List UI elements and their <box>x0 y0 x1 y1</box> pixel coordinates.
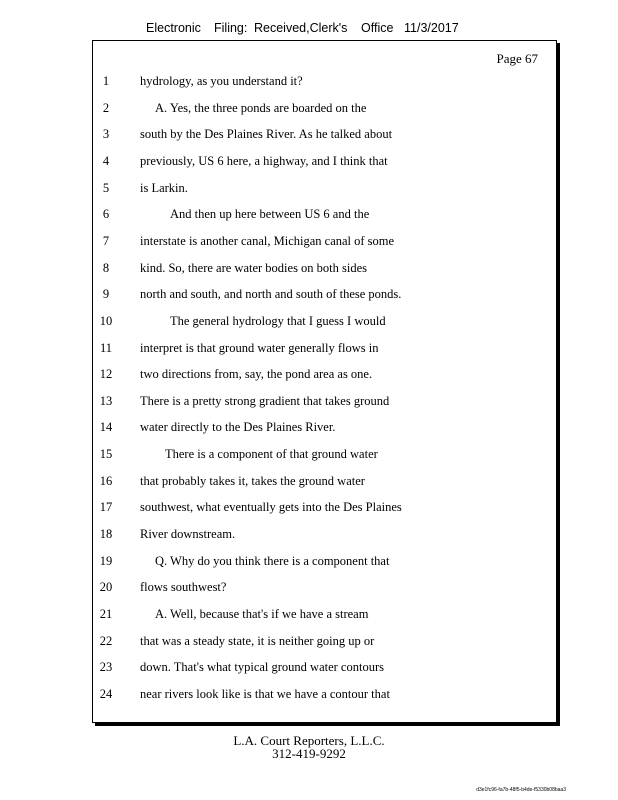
line-number: 13 <box>99 393 113 408</box>
line-number: 3 <box>102 127 110 142</box>
transcript-line <box>93 498 556 516</box>
line-text: A. Well, because that's if we have a stream <box>155 607 369 621</box>
transcript-line <box>93 125 556 143</box>
page-number: Page 67 <box>496 51 538 66</box>
transcript-line <box>93 152 556 170</box>
transcript-line <box>93 179 556 197</box>
footer-company: L.A. Court Reporters, L.L.C. <box>233 733 385 748</box>
transcript-line <box>93 552 556 570</box>
line-text: kind. So, there are water bodies on both sides <box>140 260 368 275</box>
line-number: 11 <box>99 340 113 355</box>
line-text: southwest, what eventually gets into the Des Plaines <box>140 500 402 515</box>
transcript-line <box>93 632 556 650</box>
line-text: And then up here between US 6 and the <box>170 207 370 222</box>
transcript-line <box>93 339 556 357</box>
line-text: previously, US 6 here, a highway, and I think that <box>140 153 388 168</box>
transcript-line <box>93 578 556 596</box>
transcript-line <box>93 418 556 436</box>
line-number: 19 <box>99 553 113 568</box>
line-text: There is a pretty strong gradient that takes ground <box>140 393 390 408</box>
line-text: There is a component of that ground water <box>165 447 378 462</box>
filing-received: Received,Clerk's <box>254 21 348 35</box>
line-number: 1 <box>102 74 110 88</box>
line-number: 21 <box>99 607 113 621</box>
line-number: 9 <box>102 287 110 302</box>
line-text: interpret is that ground water generally flows in <box>140 340 379 355</box>
document-id: d3e1fc96-fa7b-48f5-b4de-f5330b08baa3 <box>476 787 566 793</box>
line-text: near rivers look like is that we have a contour that <box>140 686 390 701</box>
line-number: 15 <box>99 447 113 462</box>
line-text: water directly to the Des Plaines River. <box>140 420 336 435</box>
transcript-page <box>92 40 557 723</box>
line-number: 8 <box>102 260 110 275</box>
transcript-line <box>93 232 556 250</box>
transcript-line <box>93 525 556 543</box>
line-number: 2 <box>102 100 110 115</box>
line-number: 20 <box>99 580 113 595</box>
filing-header <box>0 21 618 37</box>
line-text: that was a steady state, it is neither going up or <box>140 633 375 648</box>
transcript-line <box>93 685 556 703</box>
transcript-line <box>93 605 556 623</box>
transcript-line <box>93 72 556 90</box>
filing-office: Office <box>361 21 394 35</box>
line-text: that probably takes it, takes the ground water <box>140 473 365 488</box>
filing-date: 11/3/2017 <box>404 21 459 35</box>
line-text: two directions from, say, the pond area as one. <box>140 367 373 382</box>
line-number: 24 <box>99 686 113 701</box>
transcript-line <box>93 285 556 303</box>
transcript-line <box>93 445 556 463</box>
transcript-line <box>93 658 556 676</box>
line-text: is Larkin. <box>140 180 188 195</box>
line-text: down. That's what typical ground water contours <box>140 660 384 675</box>
line-number: 22 <box>99 633 113 648</box>
line-number: 4 <box>102 153 110 168</box>
line-text: flows southwest? <box>140 580 227 595</box>
line-text: interstate is another canal, Michigan canal of some <box>140 233 395 248</box>
line-number: 18 <box>99 527 113 542</box>
line-number: 23 <box>99 660 113 675</box>
transcript-line <box>93 365 556 383</box>
line-text: hydrology, as you understand it? <box>140 74 303 88</box>
line-number: 10 <box>99 313 113 328</box>
line-text: Q. Why do you think there is a component that <box>155 553 390 568</box>
line-number: 12 <box>99 367 113 382</box>
line-number: 6 <box>102 207 110 222</box>
transcript-line <box>93 259 556 277</box>
line-number: 7 <box>102 233 110 248</box>
transcript-line <box>93 392 556 410</box>
line-text: The general hydrology that I guess I would <box>170 313 386 328</box>
filing-label: Filing: <box>214 21 248 35</box>
line-text: south by the Des Plaines River. As he talked about <box>140 127 393 142</box>
line-number: 5 <box>102 180 110 195</box>
transcript-line <box>93 312 556 330</box>
transcript-line <box>93 472 556 490</box>
line-number: 16 <box>99 473 113 488</box>
footer-phone: 312-419-9292 <box>272 746 346 761</box>
line-text: north and south, and north and south of these ponds. <box>140 287 402 302</box>
transcript-line <box>93 99 556 117</box>
line-number: 17 <box>99 500 113 515</box>
transcript-line <box>93 205 556 223</box>
filing-electronic: Electronic <box>146 21 201 35</box>
line-text: River downstream. <box>140 527 236 542</box>
line-text: A. Yes, the three ponds are boarded on the <box>155 100 367 115</box>
line-number: 14 <box>99 420 113 435</box>
